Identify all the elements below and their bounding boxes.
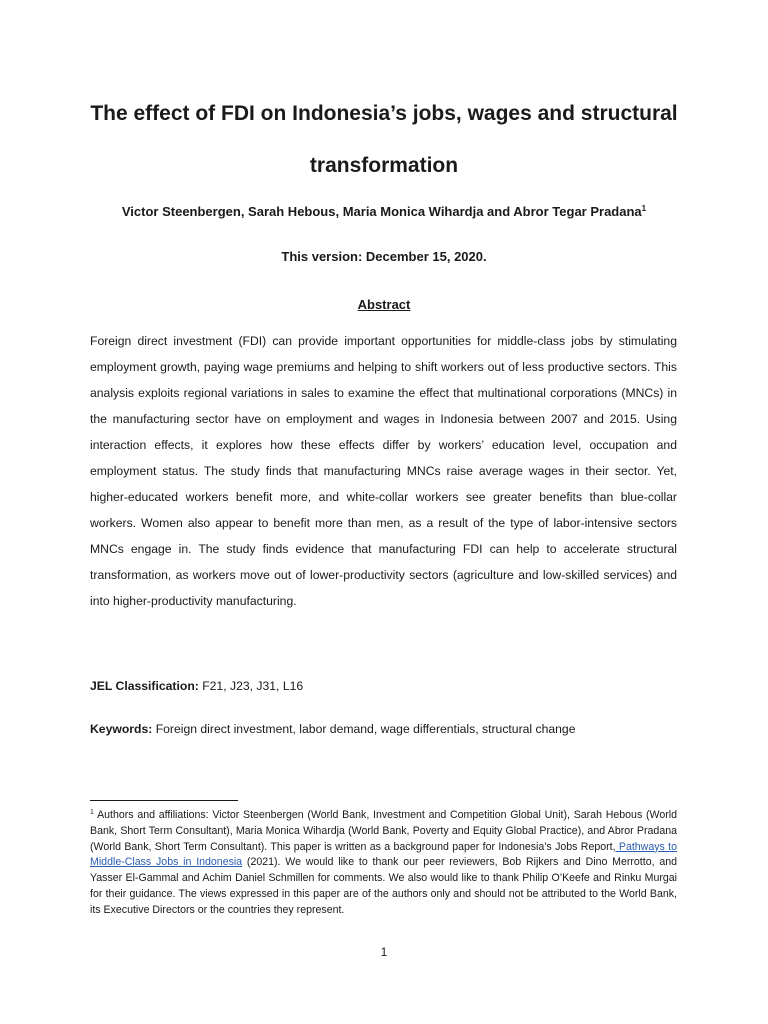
paper-title: The effect of FDI on Indonesia’s jobs, wages and structural transformation — [90, 102, 678, 177]
author-names: Victor Steenbergen, Sarah Hebous, Maria Monica Wihardja and Abror Tegar Pradana — [121, 204, 642, 219]
footnote-text-before-link: Authors and affiliations: Victor Steenbergen (World Bank, Investment and Competition Global Unit), Sarah Hebous (World Bank, Short Term Consultant), Maria Monica Wihardja (World Bank, Poverty and Equity Global Practice), and Abror Pradana (World Bank, Short Term Consultant). This paper is written as a background paper for Indonesia’s Jobs Report, — [90, 809, 677, 853]
keywords-list: Foreign direct investment, labor demand, wage differentials, structural change — [152, 722, 576, 736]
author-footnote-mark[interactable]: 1 — [641, 204, 647, 213]
report-link[interactable]: Pathways to Middle-Class Jobs in Indonesia — [90, 840, 677, 869]
footnote-text-after-link: (2021). We would like to thank our peer reviewers, Bob Rijkers and Dino Merrotto, and Yasser El-Gammal and Achim Daniel Schmillen for comments. We also would like to thank Philip O’Keefe and Rinku Murgai for their guidance. The views expressed in this paper are of the authors only and should not be attributed to the World Bank, its Executive Directors or the countries they represent. — [90, 856, 677, 916]
page-number: 1 — [380, 945, 388, 959]
abstract-heading: Abstract — [357, 297, 411, 312]
keywords-label: Keywords: — [90, 722, 153, 736]
abstract-text: Foreign direct investment (FDI) can provide important opportunities for middle-class jobs by stimulating employment growth, paying wage premiums and helping to shift workers out of less productive sectors. This analysis exploits regional variations in sales to examine the effect that multinational corporations (MNCs) in the manufacturing sector have on employment and wages in Indonesia between 2007 and 2015. Using interaction effects, it explores how these effects differ by workers’ education level, occupation and employment status. The study finds that manufacturing MNCs raise average wages in their sector. Yet, higher-educated workers benefit more, and white-collar workers see greater benefits than blue-collar workers. Women also appear to benefit more than men, as a result of the type of labor-intensive sectors MNCs engage in. The study finds evidence that manufacturing FDI can help to accelerate structural transformation, as workers move out of lower-productivity sectors (agriculture and low-skilled services) and into higher-productivity manufacturing. — [90, 334, 677, 608]
author-list — [60, 200, 708, 221]
footnote-divider — [90, 800, 238, 801]
jel-label: JEL Classification: — [90, 679, 199, 693]
jel-classification — [90, 677, 303, 695]
footnote-mark: 1 — [90, 809, 94, 816]
jel-codes: F21, J23, J31, L16 — [198, 679, 304, 693]
version-date: This version: December 15, 2020. — [281, 249, 487, 264]
keywords — [90, 720, 576, 738]
footnote — [90, 805, 677, 919]
